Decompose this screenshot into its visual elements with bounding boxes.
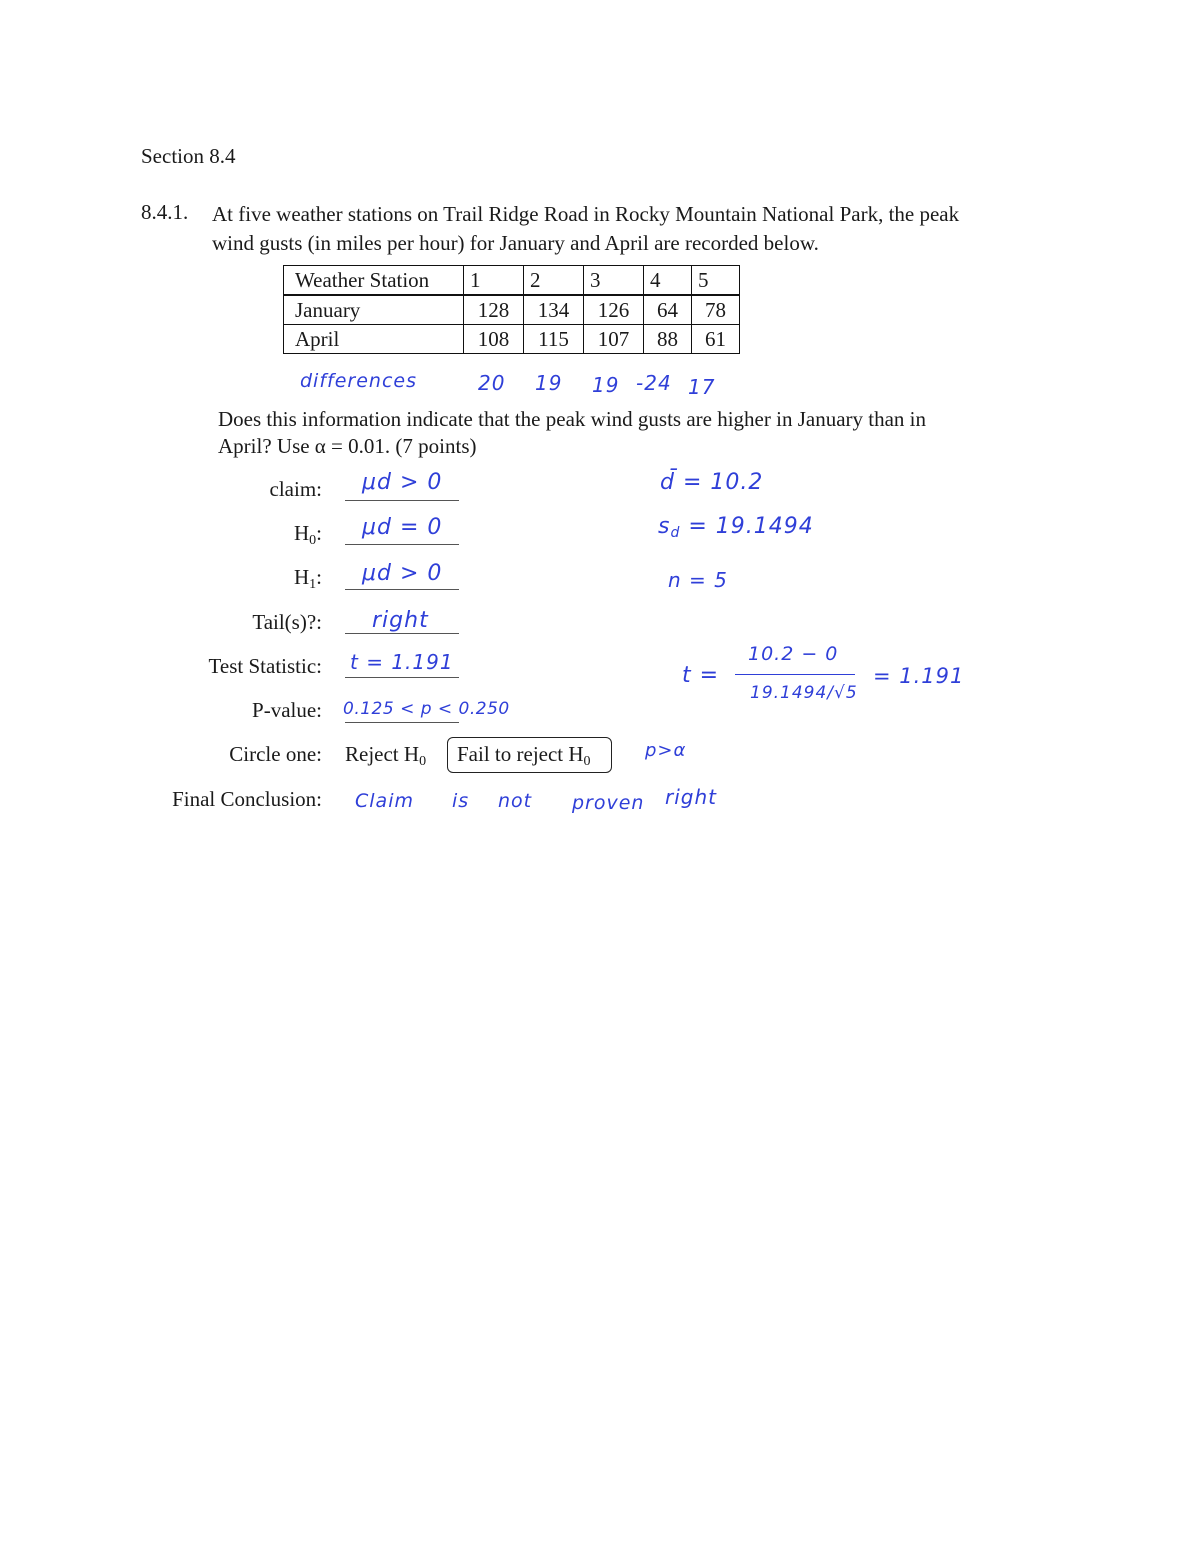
difference-value: 19	[592, 373, 620, 397]
question	[218, 406, 926, 460]
table-header-row	[284, 266, 740, 296]
sd-value: $s_d = 19.1494$	[658, 514, 814, 541]
problem-statement-line: At five weather stations on Trail Ridge Road in Rocky Mountain National Park, the peak	[212, 202, 960, 226]
p-value-answer: 0.125 < p < 0.250	[343, 699, 510, 719]
difference-value: 19	[535, 371, 563, 395]
table-cell: 64	[644, 295, 692, 325]
table-cell: 115	[524, 325, 584, 354]
t-formula-denominator: 19.1494/√5	[750, 683, 858, 703]
table-header-cell: 4	[644, 266, 692, 296]
claim-answer-line	[345, 500, 459, 501]
t-formula-result: = 1.191	[873, 664, 965, 688]
difference-value: 17	[688, 375, 716, 399]
table-header-cell: 1	[464, 266, 524, 296]
problem-statement	[212, 200, 959, 258]
differences-label: differences	[300, 370, 417, 392]
test-statistic-answer-line	[345, 677, 459, 678]
t-formula-prefix: t =	[682, 663, 720, 688]
p-greater-alpha-note: p>α	[645, 740, 687, 761]
table-row	[284, 295, 740, 325]
difference-value: 20	[478, 371, 506, 395]
fail-to-reject-h0-option[interactable]: Fail to reject $H_0$	[457, 742, 591, 769]
table-cell: 88	[644, 325, 692, 354]
tails-answer: right	[372, 608, 429, 633]
problem-statement-line: wind gusts (in miles per hour) for January and April are recorded below.	[212, 231, 819, 255]
p-value-label: P-value:	[252, 698, 322, 722]
section-title: Section 8.4	[141, 144, 236, 168]
table-header-cell: 3	[584, 266, 644, 296]
table-cell: 134	[524, 295, 584, 325]
table-row	[284, 325, 740, 354]
table-cell: 126	[584, 295, 644, 325]
test-statistic-answer: t = 1.191	[350, 650, 454, 674]
h1-answer: μd > 0	[362, 561, 443, 586]
wind-gust-table	[283, 265, 740, 354]
final-conclusion-word: is	[452, 790, 470, 812]
table-row-label: January	[284, 295, 464, 325]
test-statistic-label: Test Statistic:	[208, 654, 322, 678]
p-value-answer-line	[345, 722, 459, 723]
fraction-bar	[735, 674, 855, 675]
claim-answer: μd > 0	[362, 470, 443, 495]
table-header-label: Weather Station	[284, 266, 464, 296]
question-line: Does this information indicate that the peak wind gusts are higher in January than in	[218, 407, 926, 431]
table-header-cell: 5	[692, 266, 740, 296]
final-conclusion-word: Claim	[355, 790, 414, 812]
final-conclusion-word: proven	[572, 792, 645, 814]
final-conclusion-word: right	[665, 785, 717, 809]
reject-h0-option[interactable]: Reject $H_0$	[345, 742, 427, 769]
final-conclusion-word: not	[498, 790, 533, 812]
table-cell: 78	[692, 295, 740, 325]
tails-label: Tail(s)?:	[252, 610, 322, 634]
table-cell: 108	[464, 325, 524, 354]
table-cell: 61	[692, 325, 740, 354]
table-cell: 107	[584, 325, 644, 354]
h0-answer-line	[345, 544, 459, 545]
final-conclusion-label: Final Conclusion:	[172, 787, 322, 811]
tails-answer-line	[345, 633, 459, 634]
h0-answer: μd = 0	[362, 515, 443, 540]
table-header-cell: 2	[524, 266, 584, 296]
table-row-label: April	[284, 325, 464, 354]
circle-one-label: Circle one:	[229, 742, 322, 766]
table-cell: 128	[464, 295, 524, 325]
h1-label: $H_1$:	[293, 565, 322, 592]
n-value: n = 5	[668, 568, 728, 592]
t-formula-numerator: 10.2 − 0	[748, 643, 839, 665]
d-bar-value: d̄ = 10.2	[660, 470, 764, 495]
question-line: April? Use α = 0.01. (7 points)	[218, 434, 477, 458]
h1-answer-line	[345, 589, 459, 590]
difference-value: -24	[636, 371, 672, 395]
h0-label: $H_0$:	[293, 521, 322, 548]
claim-label: claim:	[269, 477, 322, 501]
problem-number: 8.4.1.	[141, 200, 189, 224]
